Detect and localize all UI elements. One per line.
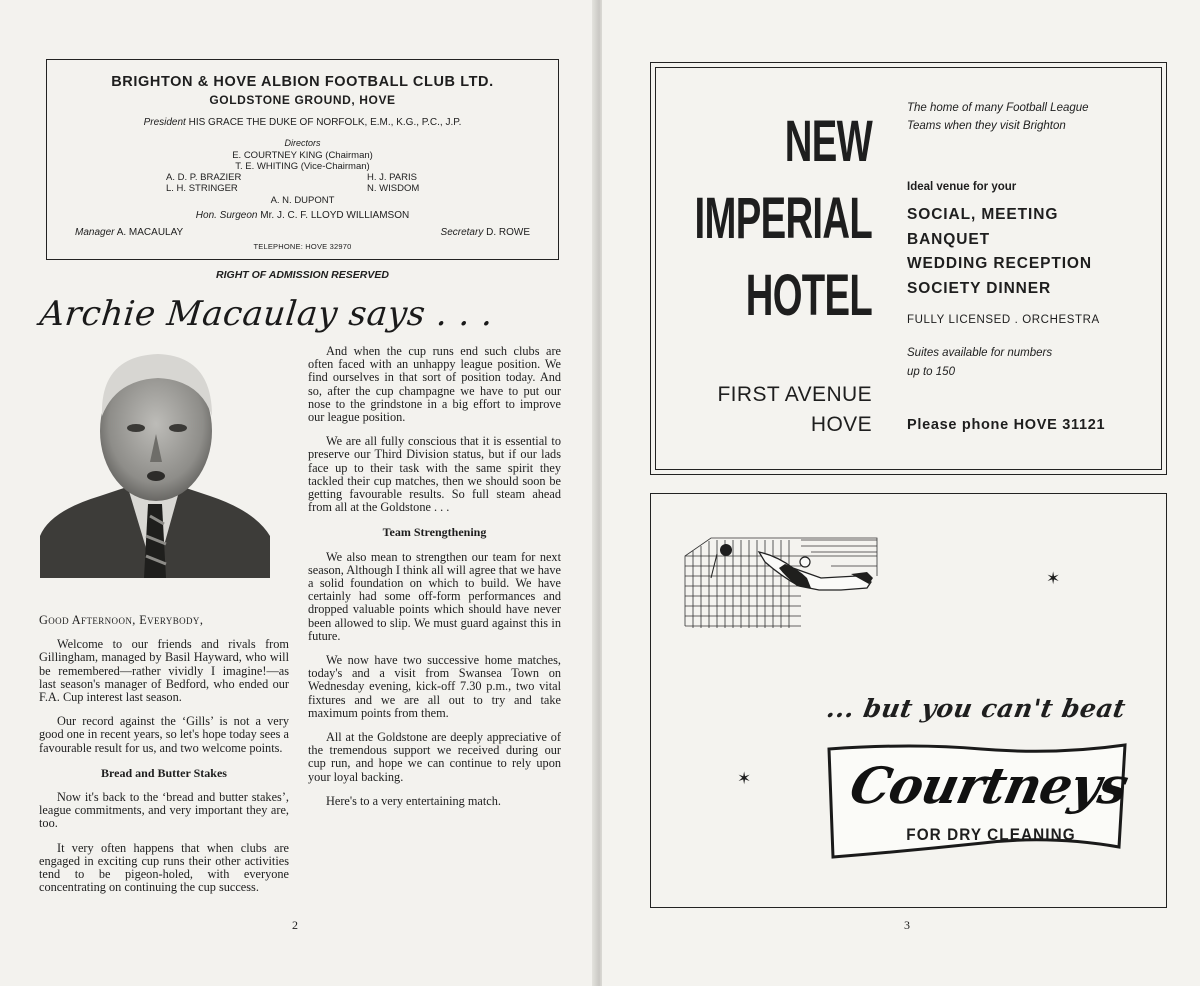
- left-page: [0, 0, 598, 986]
- hotel-licensed: FULLY LICENSED . ORCHESTRA: [907, 314, 1100, 326]
- hotel-function-item: BANQUET: [907, 230, 990, 248]
- hotel-function-item: WEDDING RECEPTION: [907, 255, 1092, 272]
- hotel-function-item: SOCIAL, MEETING: [907, 206, 1059, 223]
- hotel-name-line: NEW: [784, 109, 872, 174]
- article-paragraph: It very often happens that when clubs are engaged in exciting cup runs their other activities tend to be pigeon-holed, with everyone concentrating on continuing the cup success.: [39, 840, 289, 895]
- director-left-1: A. D. P. BRAZIER: [166, 172, 242, 183]
- hotel-suites: [907, 344, 1052, 382]
- hotel-tagline-line: The home of many Football League: [907, 102, 1089, 114]
- club-name: BRIGHTON & HOVE ALBION FOOTBALL CLUB LTD.: [111, 74, 494, 90]
- hotel-phone: Please phone HOVE 31121: [907, 417, 1106, 433]
- article-paragraph: We are all fully conscious that it is essential to preserve our Third Division status, but if our lads face up to their task with the same spirit they tackled their cup matches, then we should soon be getting favourable results. So full steam ahead from all at the Goldstone . . .: [308, 434, 561, 515]
- directors-heading: Directors: [284, 138, 321, 148]
- hotel-function-item: SOCIETY DINNER: [907, 279, 1052, 297]
- hotel-tagline-line: Teams when they visit Brighton: [907, 120, 1066, 132]
- article-paragraph: We also mean to strengthen our team for next season, Although I think all will agree that we have a solid foundation on which to build. We have certainly had some off-form performances and dropped valuable points which should have never been allowed to slip. We must guard against this in future.: [308, 549, 561, 643]
- courtneys-brand-logo: Courtneys: [845, 756, 1133, 815]
- courtneys-slogan: ... but you can't beat: [824, 694, 1129, 723]
- hotel-address-line: HOVE: [810, 413, 872, 436]
- hotel-name: [694, 103, 872, 334]
- director-chairman: E. COURTNEY KING (Chairman): [232, 150, 373, 161]
- manager-label: Manager: [75, 227, 115, 238]
- hotel-advert: [650, 62, 1167, 475]
- manager-portrait-photo: [40, 346, 270, 578]
- director-right-1: H. J. PARIS: [367, 172, 417, 183]
- article-paragraph: Our record against the ‘Gills’ is not a very good one in recent years, so let's hope today sees a favourable result for us, and two welcome points.: [39, 714, 289, 755]
- courtneys-advert: [650, 493, 1167, 908]
- hotel-suites-line: Suites available for numbers: [907, 347, 1053, 359]
- club-telephone: TELEPHONE: HOVE 32970: [253, 242, 352, 251]
- article-paragraph: All at the Goldstone are deeply appreciative of the tremendous support we received during our cup run, and hope we can continue to rely upon your loyal backing.: [308, 730, 561, 784]
- admission-notice: RIGHT OF ADMISSION RESERVED: [216, 269, 389, 281]
- club-surgeon: [47, 210, 558, 221]
- hotel-venue-intro: Ideal venue for your: [907, 181, 1017, 193]
- surgeon-label: Hon. Surgeon: [195, 210, 258, 221]
- hotel-address: [717, 380, 872, 440]
- president-label: President: [143, 117, 186, 128]
- goalkeeper-illustration: [681, 516, 881, 636]
- president-name: HIS GRACE THE DUKE OF NORFOLK, E.M., K.G., P.C., J.P.: [188, 117, 462, 128]
- article-paragraph: Welcome to our friends and rivals from Gillingham, managed by Basil Hayward, who will be remembered—rather vividly I imagine!—as last season's manager of Bedford, who ended our F.A. Cup interest last season.: [39, 637, 289, 705]
- article-paragraph: We now have two successive home matches, today's and a visit from Swansea Town on Wednesday evening, kick-off 7.30 p.m., two vital fixtures and we are all out to try and take maximum points from them.: [308, 653, 561, 720]
- secretary-label: Secretary: [440, 227, 484, 238]
- page-number: 2: [292, 918, 298, 932]
- right-page: [602, 0, 1200, 986]
- hotel-functions-list: [907, 203, 1092, 301]
- club-manager: [75, 227, 183, 238]
- article-paragraph: Now it's back to the ‘bread and butter stakes’, league commitments, and very important they are, too.: [39, 790, 289, 831]
- hotel-tagline: [907, 99, 1089, 135]
- feature-title: Archie Macaulay says . . .: [37, 294, 496, 334]
- courtneys-tagline: FOR DRY CLEANING: [906, 825, 1076, 844]
- star-icon: ✶: [1046, 569, 1061, 589]
- article-paragraph: Here's to a very entertaining match.: [326, 793, 501, 808]
- club-president: [47, 117, 558, 128]
- article-column-left: [39, 614, 289, 905]
- article-column-right: [308, 345, 561, 819]
- surgeon-name: Mr. J. C. F. LLOYD WILLIAMSON: [260, 210, 410, 221]
- hotel-name-line: IMPERIAL: [694, 186, 872, 251]
- secretary-name: D. ROWE: [486, 227, 530, 238]
- director-center: A. N. DUPONT: [270, 195, 335, 206]
- article-subheading: Bread and Butter Stakes: [101, 765, 227, 780]
- star-icon: ✶: [737, 769, 752, 789]
- director-left-2: L. H. STRINGER: [166, 183, 238, 194]
- page-number: 3: [904, 918, 910, 932]
- director-right-2: N. WISDOM: [367, 183, 420, 194]
- article-paragraph: And when the cup runs end such clubs are often faced with an unhappy league position. We find ourselves in that sort of position today. And so, after the cup champagne we have to put our nose to the grindstone in a big effort to improve our league position.: [308, 344, 561, 425]
- hotel-name-line: HOTEL: [745, 263, 872, 328]
- director-vice-chairman: T. E. WHITING (Vice-Chairman): [235, 161, 370, 172]
- club-info-box: [46, 59, 559, 260]
- manager-name: A. MACAULAY: [116, 227, 184, 238]
- hotel-address-line: FIRST AVENUE: [717, 383, 872, 406]
- hotel-suites-line: up to 150: [907, 366, 955, 378]
- article-greeting: Good Afternoon, Everybody,: [39, 613, 204, 627]
- article-subheading: Team Strengthening: [382, 525, 487, 540]
- club-ground: GOLDSTONE GROUND, HOVE: [209, 93, 396, 107]
- portrait-illustration: [40, 346, 270, 578]
- club-secretary: [441, 227, 530, 238]
